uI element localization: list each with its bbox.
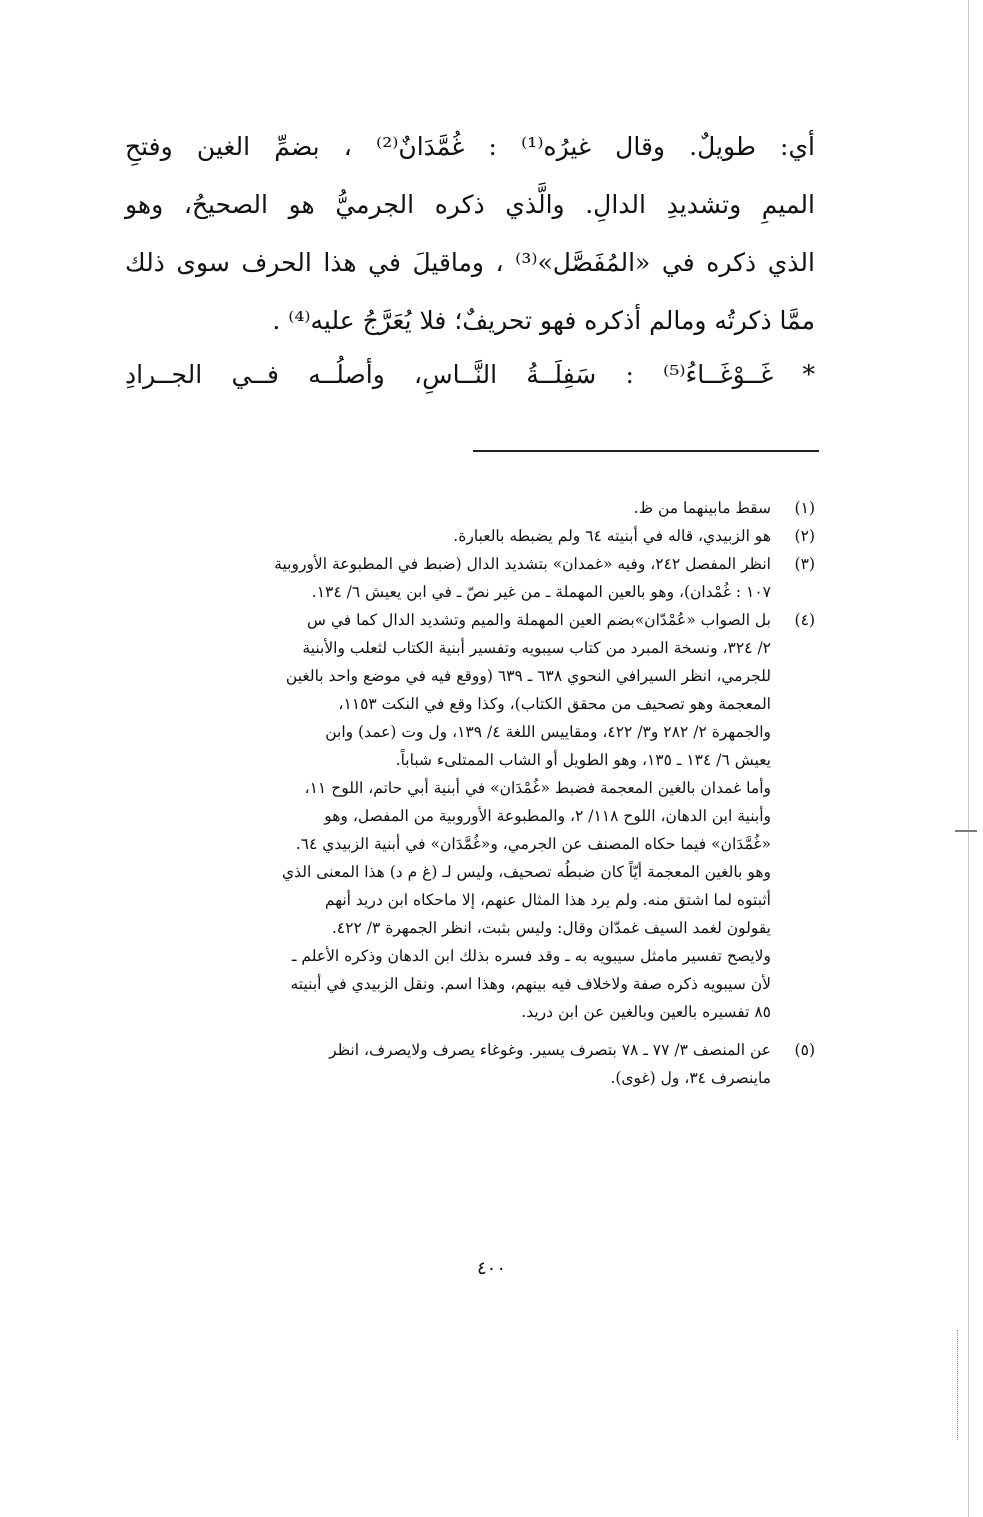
footnote-line: وأما غمدان بالغين المعجمة فضبط «غُمْدَان» في أبنية أبي حاتم، اللوح ١١، xyxy=(304,779,771,797)
footnote-line: ماينصرف ٣٤، ول (غوى). xyxy=(610,1069,771,1087)
footnote-number: (٢) xyxy=(794,527,815,545)
dictionary-entry-headword: * غَــوْغَــاءُ⁽⁵⁾ : سَفِلَــةُ النَّــاسِ، وأصلُــه فــي الجــرادِ xyxy=(125,360,816,389)
footnote xyxy=(109,1036,815,1092)
footnote-number: (٤) xyxy=(794,611,815,629)
footnote-line: والجمهرة ٢/ ٢٨٢ و٣/ ٤٢٢، ومقاييس اللغة ٤/ ١٣٩، ول وت (عمد) وابن xyxy=(325,723,771,741)
footnote xyxy=(109,522,815,550)
footnote-line: وأبنية ابن الدهان، اللوح ١١٨/ ٢، والمطبوعة الأوروبية من المفصل، وهو xyxy=(324,807,771,825)
footnote-body xyxy=(109,550,771,606)
footnote xyxy=(109,606,815,1026)
footnote-line: ولايصح تفسير مامثل سيبويه به ـ وقد فسره بذلك ابن الدهان وذكره الأعلم ـ xyxy=(291,947,771,965)
footnote-line: سقط مابينهما من ظ. xyxy=(633,499,771,517)
footnote-line: انظر المفصل ٢٤٢، وفيه «غمدان» بتشديد الدال (ضبط في المطبوعة الأوروبية xyxy=(274,555,771,573)
footnote-line: ١٠٧ : غُمْدان)، وهو بالعين المهملة ـ من غير نصّ ـ في ابن يعيش ٦/ ١٣٤. xyxy=(311,583,771,601)
footnote-line: للجرمي، انظر السيرافي النحوي ٦٣٨ ـ ٦٣٩ (ووقع فيه في موضع واحد بالغين xyxy=(285,667,771,685)
main-text-line: الذي ذكره في «المُفَصَّل»⁽³⁾ ، وماقيلَ في هذا الحرف سوى ذلك xyxy=(125,248,815,277)
footnote-body xyxy=(109,494,771,522)
footnote-line: ٢/ ٣٢٤، ونسخة المبرد من كتاب سيبويه وتفسير أبنية الكتاب لثعلب والأبنية xyxy=(302,639,771,657)
main-text-line: ممَّا ذكرتُه ومالم أذكره فهو تحريفٌ؛ فلا يُعَرَّجُ عليه⁽⁴⁾ . xyxy=(272,306,815,335)
footnote-line: المعجمة وهو تصحيف من محقق الكتاب)، وكذا وقع في النكت ١١٥٣، xyxy=(338,695,771,713)
footnote-line: هو الزبيدي، قاله في أبنيته ٦٤ ولم يضبطه بالعبارة. xyxy=(453,527,771,545)
footnote-number: (١) xyxy=(794,499,815,517)
page-edge-tick xyxy=(955,830,977,832)
footnote-number: (٥) xyxy=(794,1041,815,1059)
footnote-body xyxy=(109,606,771,1026)
footnote-line: لأن سيبويه ذكره صفة ولاخلاف فيه بينهم، وهذا اسم. ونقل الزبيدي في أبنيته xyxy=(290,975,771,993)
footnote-line: أثبتوه لما اشتق منه. ولم يرد هذا المثال عنهم، إلا ماحكاه ابن دريد أنهم xyxy=(324,891,771,909)
footnote xyxy=(109,550,815,606)
page-number: ٤٠٠ xyxy=(476,1258,506,1279)
footnote-body xyxy=(109,522,771,550)
footnote-line: بل الصواب «عُمْدّان»بضم العين المهملة والميم وتشديد الدال كما في س xyxy=(306,611,771,629)
footnote-line: يقولون لغمد السيف غمدّان وقال: وليس بثبت، انظر الجمهرة ٣/ ٤٢٢. xyxy=(331,919,771,937)
footnote xyxy=(109,494,815,522)
footnote-line: «غُمَّدَان» فيما حكاه المصنف عن الجرمي، و«غُمَّدَان» في أبنية الزبيدي ٦٤. xyxy=(295,835,771,853)
footnote-line: ٨٥ تفسيره بالعين وبالغين عن ابن دريد. xyxy=(521,1003,771,1021)
footnotes xyxy=(109,494,815,1092)
footnote-number: (٣) xyxy=(794,555,815,573)
footnote-body xyxy=(109,1036,771,1092)
main-text-line: الميمِ وتشديدِ الدالِ. والَّذي ذكره الجرميُّ هو الصحيحُ، وهو xyxy=(125,190,815,219)
footnote-separator xyxy=(473,450,819,452)
footnote-line: يعيش ٦/ ١٣٤ ـ ١٣٥، وهو الطويل أو الشاب الممتلىء شباباً. xyxy=(395,751,771,769)
main-text xyxy=(125,118,815,350)
main-text-line: أي: طويلٌ. وقال غيرُه⁽¹⁾ : غُمَّدَانٌ⁽²⁾ ، بضمِّ الغين وفتحِ xyxy=(125,132,815,161)
footnote-line: وهو بالغين المعجمة أيّاً كان ضبطُه تصحيف، وليس لـ (غ م د) هذا المعنى الذي xyxy=(281,863,771,881)
footnote-line: عن المنصف ٣/ ٧٧ ـ ٧٨ بتصرف يسير. وغوغاء يصرف ولايصرف، انظر xyxy=(329,1041,771,1059)
page-edge-dots xyxy=(957,1330,959,1440)
page-edge-line xyxy=(968,0,969,1517)
